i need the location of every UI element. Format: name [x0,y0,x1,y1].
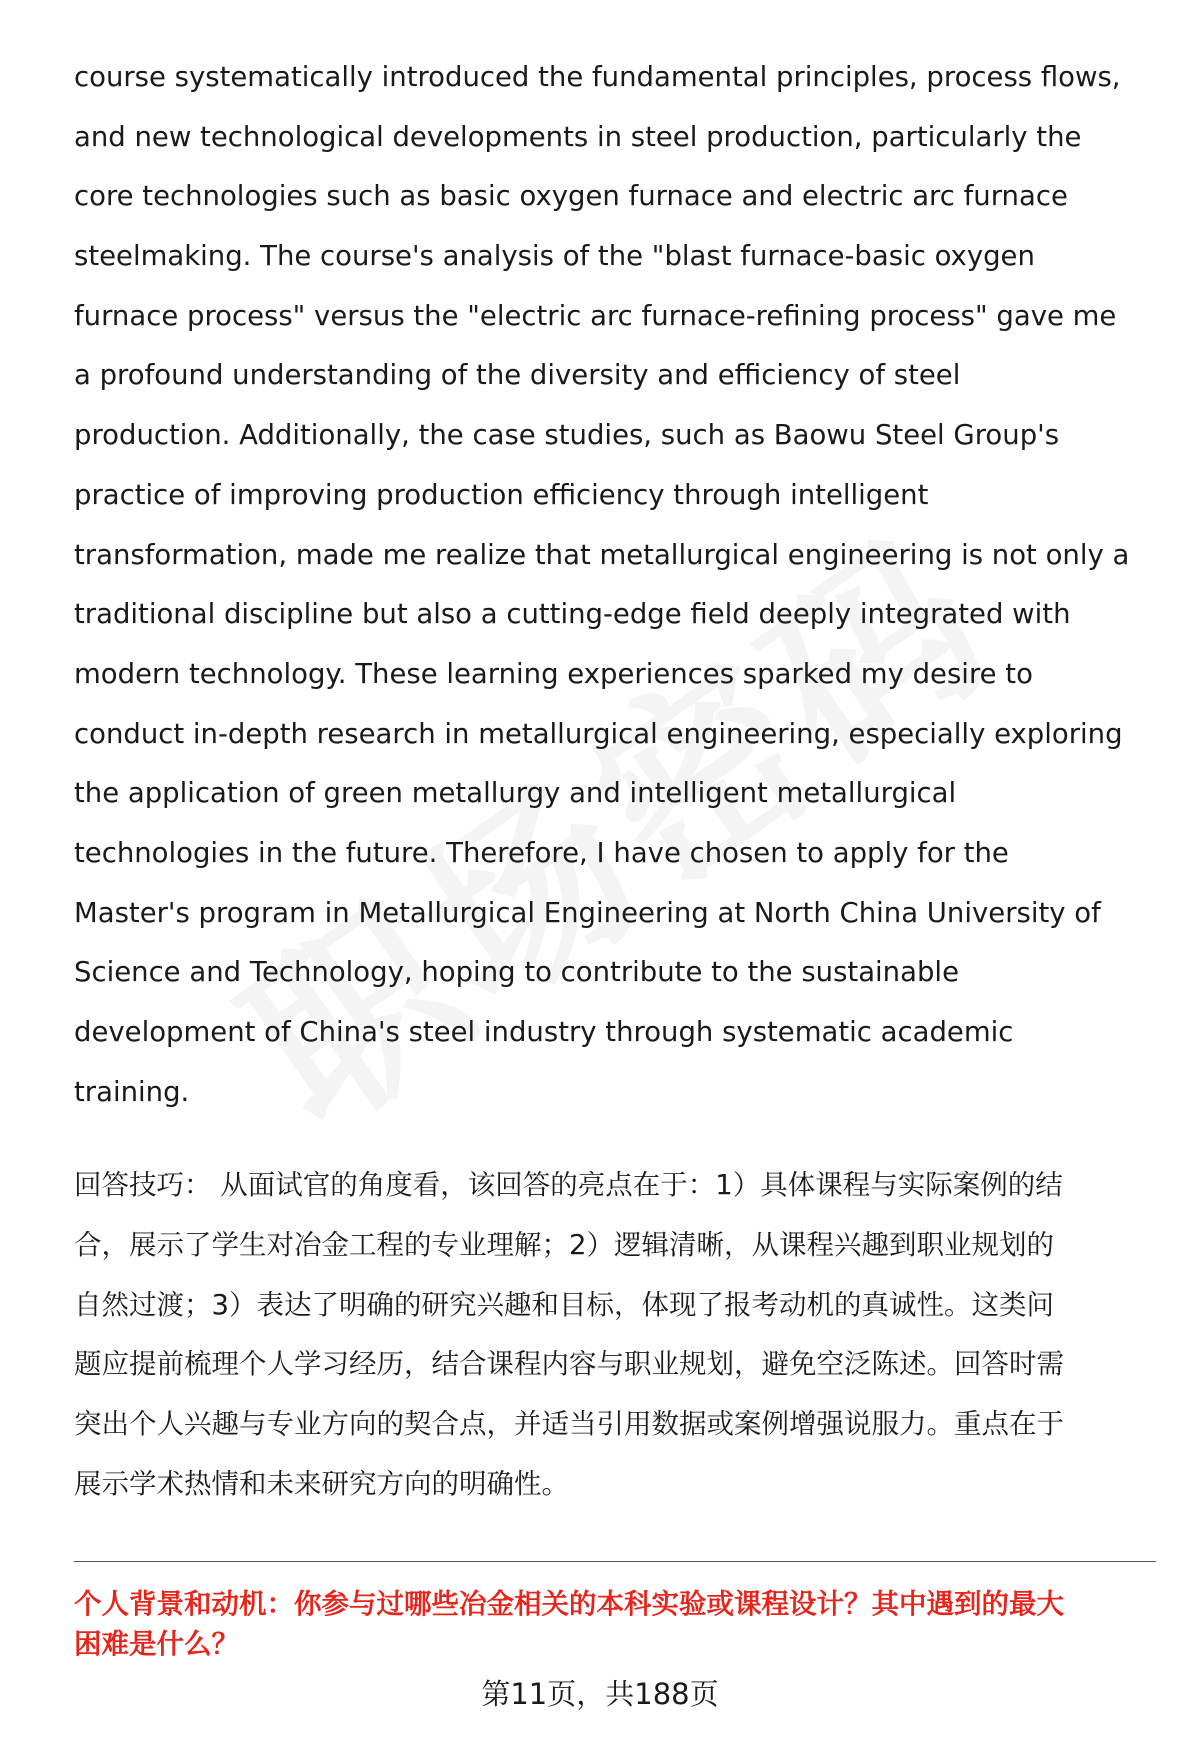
answer-line: technologies in the future. Therefore, I have chosen to apply for the [74,836,1009,869]
answer-line: conduct in-depth research in metallurgical engineering, especially exploring [74,717,1123,750]
tip-line: 突出个人兴趣与专业方向的契合点，并适当引用数据或案例增强说服力。重点在于 [74,1408,1064,1441]
answer-line: traditional discipline but also a cutting-edge field deeply integrated with [74,598,1071,631]
tip-line: 合，展示了学生对冶金工程的专业理解；2）逻辑清晰，从课程兴趣到职业规划的 [74,1229,1054,1262]
answer-tips [74,1156,1160,1514]
answer-line: production. Additionally, the case studies, such as Baowu Steel Group's [74,419,1060,452]
question-line: 困难是什么？ [74,1628,239,1660]
document-body [74,48,1160,1515]
answer-line: a profound understanding of the diversity and efficiency of steel [74,359,961,392]
answer-line: training. [74,1075,190,1108]
answer-line: development of China's steel industry through systematic academic [74,1016,1014,1048]
answer-line: furnace process" versus the "electric arc furnace-refining process" gave me [74,299,1117,332]
answer-line: modern technology. These learning experiences sparked my desire to [74,657,1033,690]
tip-line: 自然过渡；3）表达了明确的研究兴趣和目标，体现了报考动机的真诚性。这类问 [74,1288,1054,1321]
tip-line: 题应提前梳理个人学习经历，结合课程内容与职业规划，避免空泛陈述。回答时需 [74,1348,1064,1381]
question-heading [74,1584,1164,1664]
answer-line: Master's program in Metallurgical Engineering at North China University of [74,896,1101,929]
tip-line: 展示学术热情和未来研究方向的明确性。 [74,1467,569,1500]
tip-line: 回答技巧： 从面试官的角度看，该回答的亮点在于：1）具体课程与实际案例的结 [74,1169,1063,1202]
answer-line: and new technological developments in steel production, particularly the [74,120,1082,153]
page-number: 第11页，共188页 [481,1677,719,1711]
answer-line: the application of green metallurgy and intelligent metallurgical [74,777,957,810]
answer-line: transformation, made me realize that metallurgical engineering is not only a [74,538,1130,571]
answer-paragraph [74,48,1160,1122]
answer-line: steelmaking. The course's analysis of the "blast furnace-basic oxygen [74,240,1035,273]
answer-line: core technologies such as basic oxygen furnace and electric arc furnace [74,180,1068,213]
answer-line: course systematically introduced the fundamental principles, process flows, [74,61,1121,93]
question-line: 个人背景和动机：你参与过哪些冶金相关的本科实验或课程设计？其中遇到的最大 [74,1588,1064,1620]
section-divider [74,1561,1156,1562]
answer-line: Science and Technology, hoping to contribute to the sustainable [74,956,959,989]
answer-line: practice of improving production efficiency through intelligent [74,478,929,511]
